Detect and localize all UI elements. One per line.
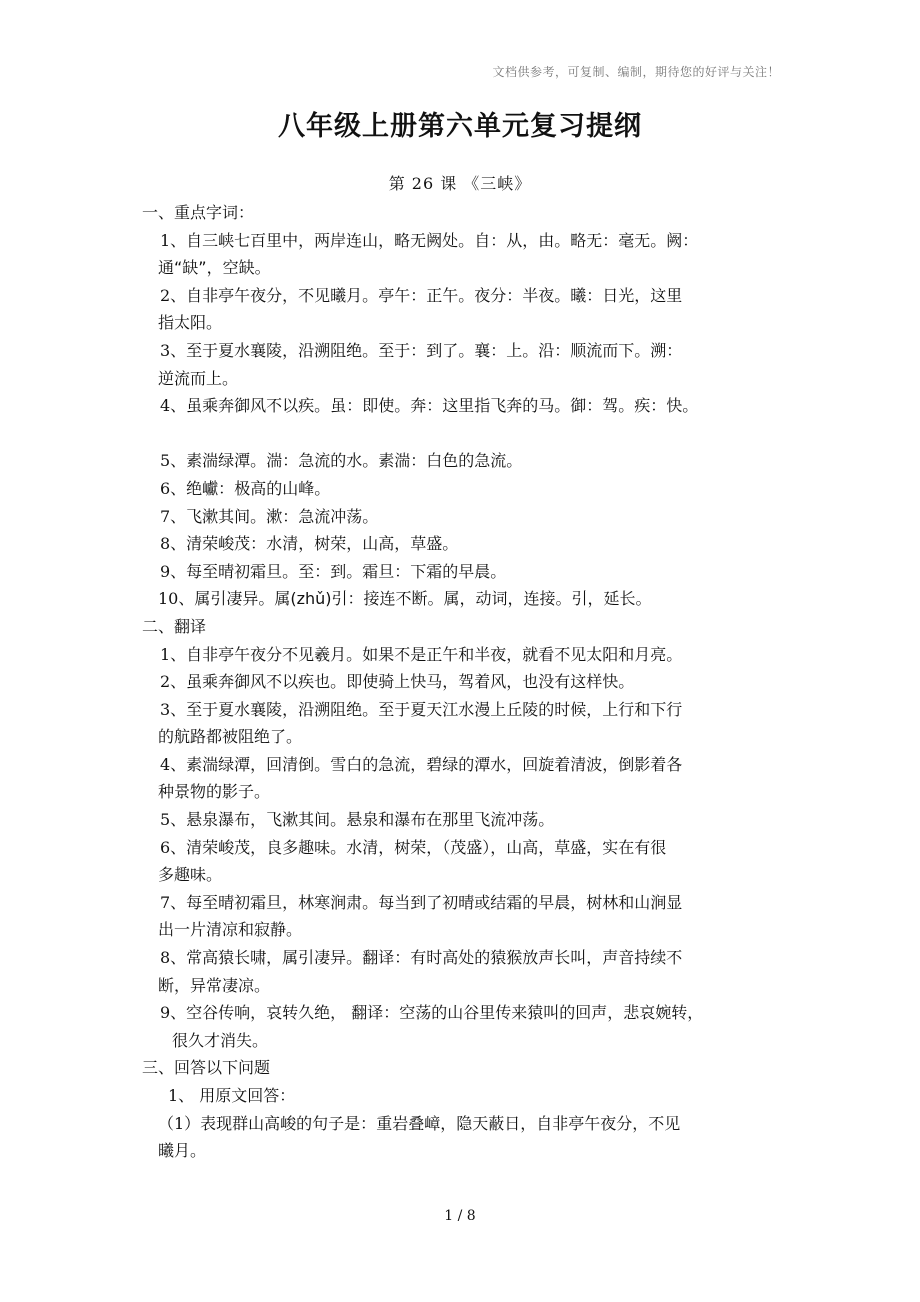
blank-line (142, 420, 792, 448)
explanation-text: 水清，树荣，（茂盛），山高，草盛，实在有很 (346, 837, 667, 857)
list-item (142, 447, 792, 475)
explanation-text: 亭午：正午。夜分：半夜。曦：日光，这里 (378, 285, 683, 305)
source-text: 1、自非亭午夜分不见羲月。 (160, 644, 363, 664)
source-text: 7、每至晴初霜旦，林寒涧肃。 (160, 892, 379, 912)
section-heading: 一、重点字词： (142, 203, 255, 222)
explanation-text: 至：到。霜旦：下霜的早晨。 (298, 561, 507, 581)
source-text: 1、自三峡七百里中，两岸连山，略无阙处。 (160, 230, 475, 250)
key-words-list (142, 227, 792, 613)
continuation-line: 逆流而上。 (158, 368, 239, 388)
list-item (142, 337, 792, 365)
explanation-text: 属(zhǔ)引：接连不断。属，动词，连接。引，延长。 (274, 589, 652, 609)
explanation-text: 翻译：有时高处的猿猴放声长叫，声音持续不 (362, 948, 683, 968)
explanation-text: 悬泉和瀑布在那里飞流冲荡。 (346, 810, 555, 830)
question-text: （1）表现群山高峻的句子是： (158, 1113, 377, 1133)
question-line (142, 1110, 792, 1138)
explanation-text: 虽：即使。奔：这里指飞奔的马。御：驾。疾：快。 (330, 396, 699, 416)
list-item (142, 806, 792, 834)
source-text: 4、素湍绿潭，回清倒。 (160, 754, 331, 774)
continuation-line: 的航路都被阻绝了。 (158, 727, 303, 747)
list-item (142, 503, 792, 531)
list-item (142, 889, 792, 917)
explanation-text: 每当到了初晴或结霜的早晨，树林和山涧显 (378, 892, 683, 912)
source-text: 9、每至晴初霜旦。 (160, 561, 299, 581)
source-text: 8、清荣峻茂： (160, 534, 267, 554)
document-body (142, 199, 792, 1165)
list-item (142, 999, 792, 1027)
continuation-line: 种景物的影子。 (158, 782, 271, 802)
list-item (142, 585, 792, 613)
list-item (142, 558, 792, 586)
translation-list (142, 641, 792, 1055)
source-text: 2、虽乘奔御风不以疾也。 (160, 672, 347, 692)
continuation-line: 出一片清凉和寂静。 (158, 920, 303, 940)
answer-text: 重岩叠嶂，隐天蔽日，自非亭午夜分，不见 (376, 1113, 681, 1133)
source-text: 9、空谷传响，哀转久绝， (160, 1003, 352, 1023)
source-text: 2、自非亭午夜分，不见曦月。 (160, 285, 379, 305)
explanation-text: 漱：急流冲荡。 (266, 506, 379, 526)
source-text: 6、清荣峻茂，良多趣味。 (160, 837, 347, 857)
list-item (142, 834, 792, 862)
list-item (142, 668, 792, 696)
explanation-text: 翻译：空荡的山谷里传来猿叫的回声，悲哀婉转， (351, 1003, 704, 1023)
list-item (142, 227, 792, 255)
explanation-text: 湍：急流的水。素湍：白色的急流。 (266, 451, 523, 471)
explanation-text: 即使骑上快马，驾着风，也没有这样快。 (346, 672, 635, 692)
explanation-text: 自：从，由。略无：毫无。阙： (474, 230, 699, 250)
list-item (142, 530, 792, 558)
source-text: 4、虽乘奔御风不以疾。 (160, 396, 331, 416)
source-text: 7、飞漱其间。 (160, 506, 267, 526)
list-item (142, 392, 792, 420)
continuation-line: 指太阳。 (158, 313, 223, 333)
lesson-subtitle: 第 26 课 《三峡》 (388, 174, 532, 193)
list-item (142, 696, 792, 724)
source-text: 10、属引凄异。 (158, 589, 275, 609)
list-item (142, 751, 792, 779)
continuation-line: 断，异常凄凉。 (158, 975, 271, 995)
continuation-line: 很久才消失。 (172, 1030, 269, 1050)
list-item (142, 944, 792, 972)
continuation-line: 多趣味。 (158, 865, 223, 885)
section-heading: 三、回答以下问题 (142, 1058, 271, 1078)
continuation-line: 通“缺”，空缺。 (158, 258, 271, 278)
explanation-text: 极高的山峰。 (234, 478, 331, 498)
page-title: 八年级上册第六单元复习提纲 (278, 111, 642, 142)
source-text: 3、至于夏水襄陵，沿溯阻绝。 (160, 699, 379, 719)
list-item (142, 475, 792, 503)
source-text: 8、常高猿长啸，属引凄异。 (160, 948, 363, 968)
source-text: 3、至于夏水襄陵，沿溯阻绝。 (160, 340, 379, 360)
header-note: 文档供参考，可复制、编制，期待您的好评与关注！ (492, 65, 780, 79)
list-item (142, 282, 792, 310)
explanation-text: 至于夏天江水漫上丘陵的时候，上行和下行 (378, 699, 683, 719)
source-text: 6、绝巘： (160, 478, 235, 498)
explanation-text: 雪白的急流，碧绿的潭水，回旋着清波，倒影着各 (330, 754, 683, 774)
section-heading: 二、翻译 (142, 616, 207, 636)
page-number: 1 / 8 (444, 1208, 476, 1224)
explanation-text: 至于：到了。襄：上。沿：顺流而下。溯： (378, 340, 683, 360)
source-text: 5、素湍绿潭。 (160, 451, 267, 471)
answer-continuation: 曦月。 (158, 1141, 207, 1161)
question-line: 1、 用原文回答： (168, 1086, 296, 1105)
explanation-text: 水清，树荣，山高，草盛。 (266, 534, 459, 554)
explanation-text: 如果不是正午和半夜，就看不见太阳和月亮。 (362, 644, 683, 664)
list-item (142, 641, 792, 669)
source-text: 5、悬泉瀑布，飞漱其间。 (160, 810, 347, 830)
